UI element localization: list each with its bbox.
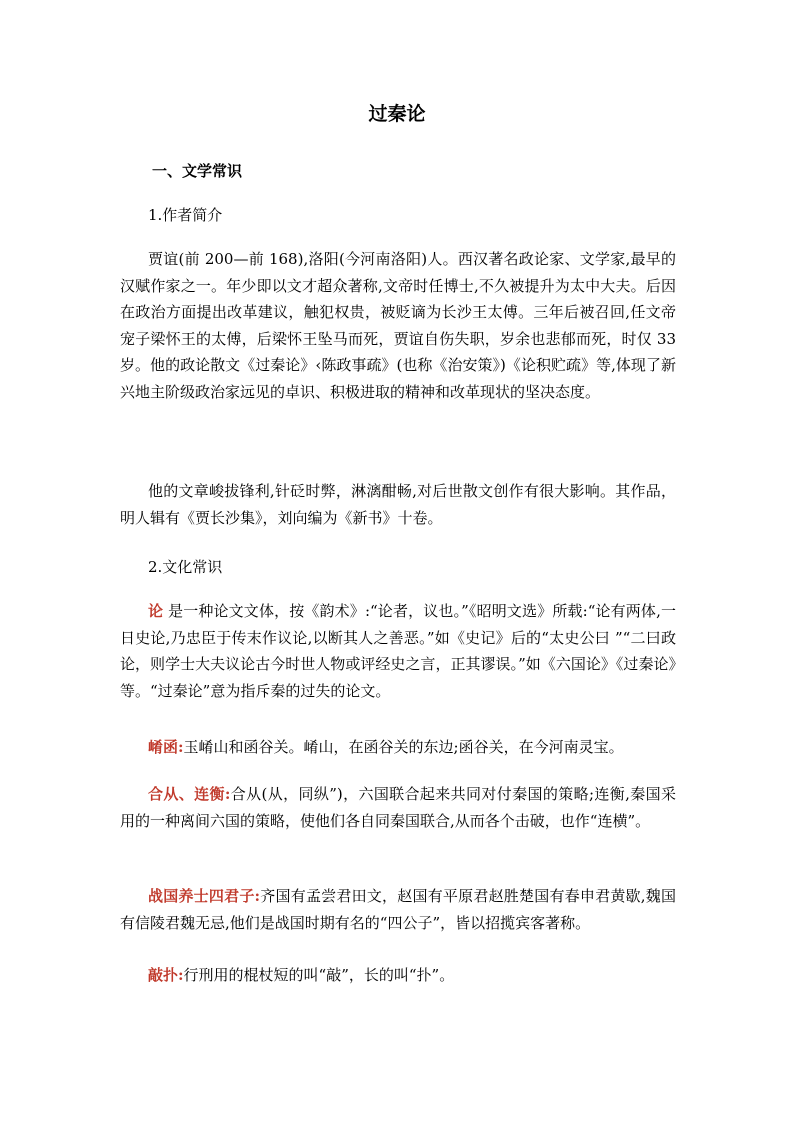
term-hecong-lianheng: 合从、连衡: xyxy=(148,785,231,803)
definition-qiaopu: 行刑用的棍杖短的叫“敲”，长的叫“扑”。 xyxy=(183,966,455,984)
paragraph-qiaopu xyxy=(120,962,676,989)
subheading-cultural-knowledge: 2.文化常识 xyxy=(148,558,223,576)
subheading-author-intro: 1.作者简介 xyxy=(148,206,223,224)
definition-hecong-lianheng: 合从(从，同纵”)，六国联合起来共同对付秦国的策略;连衡,秦国采用的一种离间六国的策略，使他们各自同秦国联合,从而各个击破，也作“连横”。 xyxy=(120,785,676,830)
term-qiaopu: 敲扑: xyxy=(148,966,184,984)
paragraph-author-style: 他的文章峻拔锋利,针砭时弊，淋漓酣畅,对后世散文创作有很大影响。其作品，明人辑有《贾长沙集》，刘向编为《新书》十卷。 xyxy=(120,482,676,527)
definition-lun: 是一种论文文体，按《韵术》:“论者，议也。”《昭明文选》所载:“论有两体,一日史论,乃忠臣于传末作议论,以断其人之善恶。”如《史记》后的“太史公曰 ”“二曰政论，则学士大夫议论古今时世人物或评经史之言，正其谬误。”如《六国论》《过秦论》等。“过秦论”意为指斥秦的过失的论文。 xyxy=(120,602,676,700)
term-xiaohan: 崤函: xyxy=(148,738,184,756)
section-heading-literary-knowledge: 一、文学常识 xyxy=(152,162,243,180)
paragraph-four-lords xyxy=(120,883,676,936)
paragraph-author-bio: 贾谊(前 200—前 168),洛阳(今河南洛阳)人。西汉著名政论家、文学家,最早的汉赋作家之一。年少即以文才超众著称,文帝时任博士,不久被提升为太中大夫。后因在政治方面提出改革建议，触犯权贵，被贬谪为长沙王太傅。三年后被召回,任文帝宠子梁怀王的太傅，后梁怀王坠马而死，贾谊自伤失职，岁余也悲郁而死，时仅 33 岁。他的政论散文《过秦论》‹陈政事疏》(也称《治安策》)《论积贮疏》等,体现了新兴地主阶级政治家远见的卓识、积极进取的精神和改革现状的坚决态度。 xyxy=(120,250,676,401)
term-four-lords: 战国养士四君子: xyxy=(148,887,261,905)
page-title: 过秦论 xyxy=(368,103,426,125)
paragraph-xiaohan xyxy=(120,734,676,761)
paragraph-hecong-lianheng xyxy=(120,781,676,834)
paragraph-lun xyxy=(120,598,676,704)
term-lun: 论 xyxy=(148,602,164,620)
definition-four-lords: 齐国有孟尝君田文，赵国有平原君赵胜楚国有春申君黄歇,魏国有信陵君魏无忌,他们是战国时期有名的“四公子”，皆以招揽宾客著称。 xyxy=(120,887,676,932)
definition-xiaohan: 玉崤山和函谷关。崤山，在函谷关的东边;函谷关，在今河南灵宝。 xyxy=(183,738,624,756)
